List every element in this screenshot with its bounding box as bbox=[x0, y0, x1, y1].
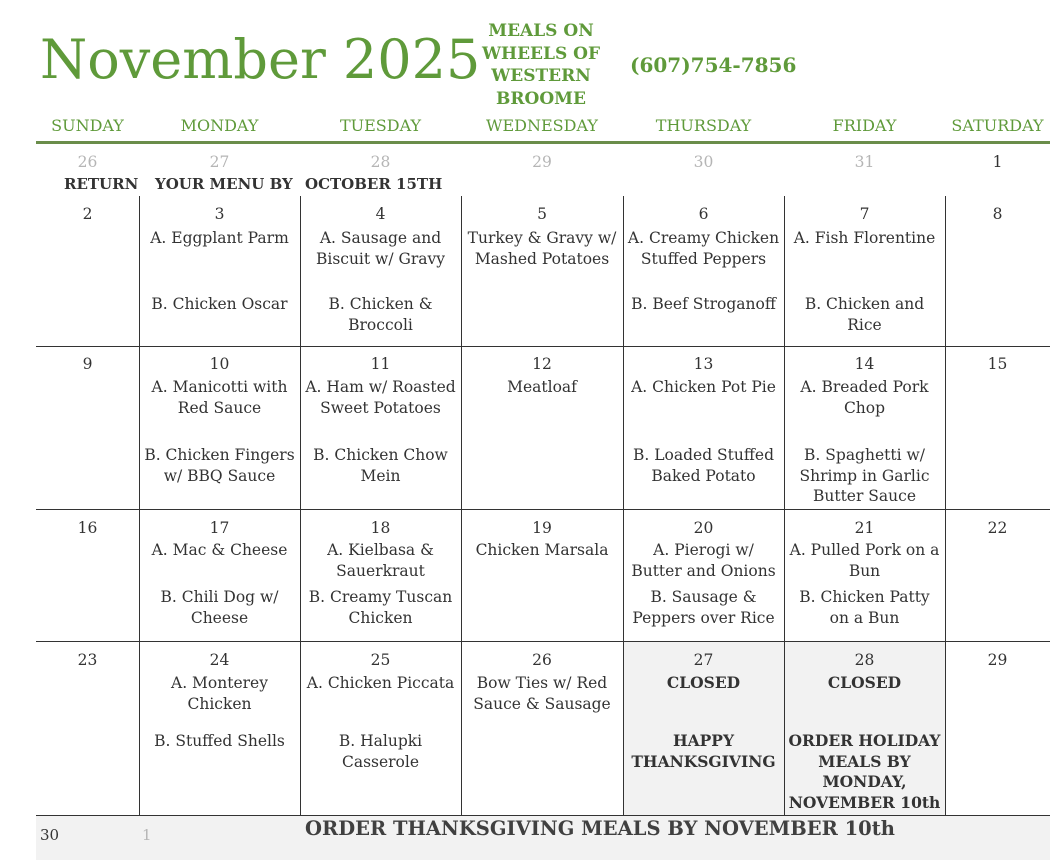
meal-option-a bbox=[139, 673, 300, 714]
meal-option-b bbox=[623, 445, 784, 486]
meal-line: A. Chicken Piccata bbox=[306, 674, 455, 692]
meal-line: Stuffed Peppers bbox=[640, 249, 767, 268]
meal-option-b bbox=[139, 294, 300, 315]
meal-line: B. Spaghetti w/ bbox=[804, 446, 925, 464]
meal-option-b bbox=[300, 294, 461, 335]
day-number: 21 bbox=[854, 519, 875, 537]
return-menu-banner: RETURN bbox=[64, 175, 139, 193]
meal-line: A. Sausage and bbox=[319, 229, 442, 247]
meal-option-a bbox=[623, 377, 784, 398]
meal-line: A. Pulled Pork on a bbox=[789, 541, 940, 559]
day-number: 6 bbox=[698, 205, 709, 223]
weekday-monday: MONDAY bbox=[180, 116, 259, 135]
grid-line bbox=[36, 346, 1050, 347]
day-number: 26 bbox=[77, 153, 98, 171]
meal-line: THANKSGIVING bbox=[631, 751, 776, 771]
day-number: 24 bbox=[209, 651, 230, 669]
day-number: 1 bbox=[142, 826, 152, 844]
day-number: 2 bbox=[82, 205, 93, 223]
meal-line: B. Stuffed Shells bbox=[154, 732, 285, 750]
meal-line: MONDAY, bbox=[822, 772, 907, 791]
meal-line: Turkey & Gravy w/ bbox=[467, 229, 617, 247]
weekday-friday: FRIDAY bbox=[832, 116, 897, 135]
meal-line: B. Halupki bbox=[338, 732, 423, 750]
day-number: 19 bbox=[532, 519, 552, 537]
meal-line: Butter Sauce bbox=[812, 487, 917, 505]
day-number: 12 bbox=[532, 355, 552, 373]
meal-line: A. Monterey bbox=[171, 674, 268, 692]
org-name-line: BROOME bbox=[496, 88, 586, 109]
meal-option-a bbox=[300, 673, 461, 694]
meal-line: Baked Potato bbox=[651, 466, 756, 485]
closed-label bbox=[623, 673, 784, 694]
grid-line bbox=[139, 196, 140, 815]
meal-option-a bbox=[623, 540, 784, 581]
meal-line: MEALS BY bbox=[818, 751, 911, 771]
meal-option bbox=[461, 673, 623, 714]
meal-line: HAPPY bbox=[672, 731, 735, 750]
org-name-line: MEALS ON bbox=[488, 21, 594, 41]
phone-number: (607)754-7856 bbox=[630, 53, 797, 77]
meal-line: w/ BBQ Sauce bbox=[163, 466, 276, 485]
day-number: 23 bbox=[77, 651, 98, 669]
grid-line bbox=[623, 196, 624, 815]
day-number: 20 bbox=[693, 519, 714, 537]
meal-line: A. Fish Florentine bbox=[793, 229, 936, 247]
meal-option-a bbox=[139, 228, 300, 249]
meal-line: Bow Ties w/ Red bbox=[476, 674, 608, 692]
day-number: 29 bbox=[987, 651, 1008, 669]
day-number: 8 bbox=[992, 205, 1003, 223]
day-number: 13 bbox=[693, 355, 714, 373]
meal-line: B. Chicken Patty bbox=[799, 588, 930, 606]
organization-name bbox=[474, 20, 608, 110]
meal-line: Chicken bbox=[187, 694, 252, 713]
grid-line bbox=[36, 641, 1050, 642]
meal-line: Mashed Potatoes bbox=[474, 249, 610, 268]
meal-option-a bbox=[139, 377, 300, 418]
meal-line: Sweet Potatoes bbox=[320, 398, 441, 417]
day-number: 3 bbox=[214, 205, 225, 223]
meal-line: A. Eggplant Parm bbox=[150, 229, 289, 247]
meal-line: Cheese bbox=[190, 608, 249, 627]
meal-line: Broccoli bbox=[348, 315, 413, 334]
meal-option-a bbox=[784, 377, 945, 418]
meal-line: Casserole bbox=[341, 752, 420, 771]
meal-line: CLOSED bbox=[827, 673, 902, 692]
org-name-line: WESTERN bbox=[491, 66, 591, 86]
grid-line bbox=[945, 196, 946, 815]
meal-line: Mein bbox=[360, 466, 401, 485]
meal-option-b bbox=[139, 587, 300, 628]
day-number: 27 bbox=[693, 651, 714, 669]
meal-option-b bbox=[784, 445, 945, 507]
meal-line: Sauce & Sausage bbox=[473, 694, 611, 713]
org-name-line: WHEELS OF bbox=[481, 43, 601, 64]
day-number: 17 bbox=[209, 519, 230, 537]
meal-line: Chicken bbox=[348, 608, 413, 627]
day-number: 10 bbox=[209, 355, 230, 373]
meal-option-a bbox=[784, 228, 945, 249]
meal-option bbox=[461, 377, 623, 398]
meal-option-b bbox=[300, 731, 461, 772]
meal-line: B. Chicken Chow bbox=[313, 446, 448, 464]
meal-line: Bun bbox=[848, 561, 881, 580]
meal-option-a bbox=[300, 377, 461, 418]
thanksgiving-order-note: ORDER THANKSGIVING MEALS BY NOVEMBER 10th bbox=[305, 817, 895, 840]
meal-line: B. Beef Stroganoff bbox=[631, 295, 776, 313]
meal-line: B. Loaded Stuffed bbox=[633, 446, 774, 464]
meal-line: A. Pierogi w/ bbox=[653, 541, 754, 559]
meal-line: A. Mac & Cheese bbox=[151, 541, 288, 559]
meal-option-b bbox=[139, 731, 300, 752]
day-number: 9 bbox=[82, 355, 93, 373]
meal-option-a bbox=[139, 540, 300, 561]
meal-line: B. Chicken Oscar bbox=[151, 295, 288, 313]
day-number: 30 bbox=[40, 826, 60, 844]
meal-line: Shrimp in Garlic bbox=[799, 466, 930, 485]
meal-option bbox=[461, 540, 623, 561]
meal-line: A. Chicken Pot Pie bbox=[631, 378, 776, 396]
closed-label bbox=[784, 673, 945, 694]
meal-line: B. Chili Dog w/ bbox=[160, 588, 279, 606]
weekday-wednesday: WEDNESDAY bbox=[486, 116, 598, 135]
meal-line: Chicken Marsala bbox=[475, 541, 609, 559]
meal-line: Rice bbox=[847, 315, 882, 334]
meal-line: Red Sauce bbox=[177, 398, 262, 417]
day-number: 1 bbox=[992, 153, 1003, 171]
meal-line: B. Creamy Tuscan bbox=[308, 588, 453, 606]
meal-option-b bbox=[623, 294, 784, 315]
meal-line: Peppers over Rice bbox=[632, 608, 775, 627]
meal-line: A. Breaded Pork bbox=[800, 378, 929, 396]
holiday-greeting bbox=[623, 731, 784, 772]
grid-line bbox=[36, 509, 1050, 510]
day-number: 16 bbox=[77, 519, 98, 537]
meal-line: CLOSED bbox=[666, 673, 741, 692]
day-number: 4 bbox=[375, 205, 386, 223]
meal-line: ORDER HOLIDAY bbox=[788, 731, 941, 750]
day-number: 5 bbox=[537, 205, 547, 223]
day-number: 11 bbox=[370, 355, 391, 373]
weekday-tuesday: TUESDAY bbox=[339, 116, 422, 135]
holiday-order-notice bbox=[784, 731, 945, 813]
meal-line: Biscuit w/ Gravy bbox=[315, 249, 446, 268]
meal-line: A. Kielbasa & bbox=[327, 541, 434, 559]
day-number: 26 bbox=[532, 651, 552, 669]
day-number: 25 bbox=[370, 651, 391, 669]
day-number: 30 bbox=[693, 153, 714, 171]
day-number: 31 bbox=[854, 153, 875, 171]
meal-option-b bbox=[784, 587, 945, 628]
meal-line: B. Chicken and bbox=[804, 295, 925, 313]
weekday-saturday: SATURDAY bbox=[951, 116, 1044, 135]
return-menu-banner: YOUR MENU BY bbox=[155, 175, 293, 193]
day-number: 15 bbox=[987, 355, 1008, 373]
meal-option-b bbox=[139, 445, 300, 486]
meal-option-b bbox=[300, 445, 461, 486]
meal-option-b bbox=[623, 587, 784, 628]
return-menu-banner: OCTOBER 15TH bbox=[305, 175, 443, 193]
meal-line: Chop bbox=[843, 398, 886, 417]
meal-line: Butter and Onions bbox=[631, 561, 776, 580]
meal-line: on a Bun bbox=[829, 608, 900, 627]
meal-line: A. Ham w/ Roasted bbox=[305, 378, 456, 396]
day-number: 22 bbox=[987, 519, 1008, 537]
grid-line bbox=[461, 196, 462, 815]
day-number: 28 bbox=[370, 153, 391, 171]
meal-option-a bbox=[300, 228, 461, 269]
grid-line bbox=[300, 196, 301, 815]
header-divider bbox=[36, 141, 1050, 144]
day-number: 27 bbox=[209, 153, 230, 171]
meal-line: B. Chicken Fingers bbox=[144, 446, 295, 464]
weekday-thursday: THURSDAY bbox=[655, 116, 752, 135]
meal-line: NOVEMBER 10th bbox=[788, 792, 941, 812]
day-number: 28 bbox=[854, 651, 875, 669]
meal-line: A. Manicotti with bbox=[151, 378, 288, 396]
meal-option-a bbox=[623, 228, 784, 269]
meal-option bbox=[461, 228, 623, 269]
day-number: 18 bbox=[370, 519, 391, 537]
day-number: 14 bbox=[854, 355, 875, 373]
meal-line: Sauerkraut bbox=[336, 561, 425, 580]
day-number: 29 bbox=[532, 153, 552, 171]
meal-option-b bbox=[300, 587, 461, 628]
meal-option-b bbox=[784, 294, 945, 335]
meal-option-a bbox=[784, 540, 945, 581]
weekday-sunday: SUNDAY bbox=[51, 116, 124, 135]
day-number: 7 bbox=[859, 205, 870, 223]
meal-line: A. Creamy Chicken bbox=[627, 229, 780, 247]
meal-option-a bbox=[300, 540, 461, 581]
meal-line: B. Sausage & bbox=[650, 588, 757, 606]
meal-line: Meatloaf bbox=[507, 378, 577, 396]
meal-line: B. Chicken & bbox=[328, 295, 433, 313]
month-title: November 2025 bbox=[40, 28, 481, 91]
